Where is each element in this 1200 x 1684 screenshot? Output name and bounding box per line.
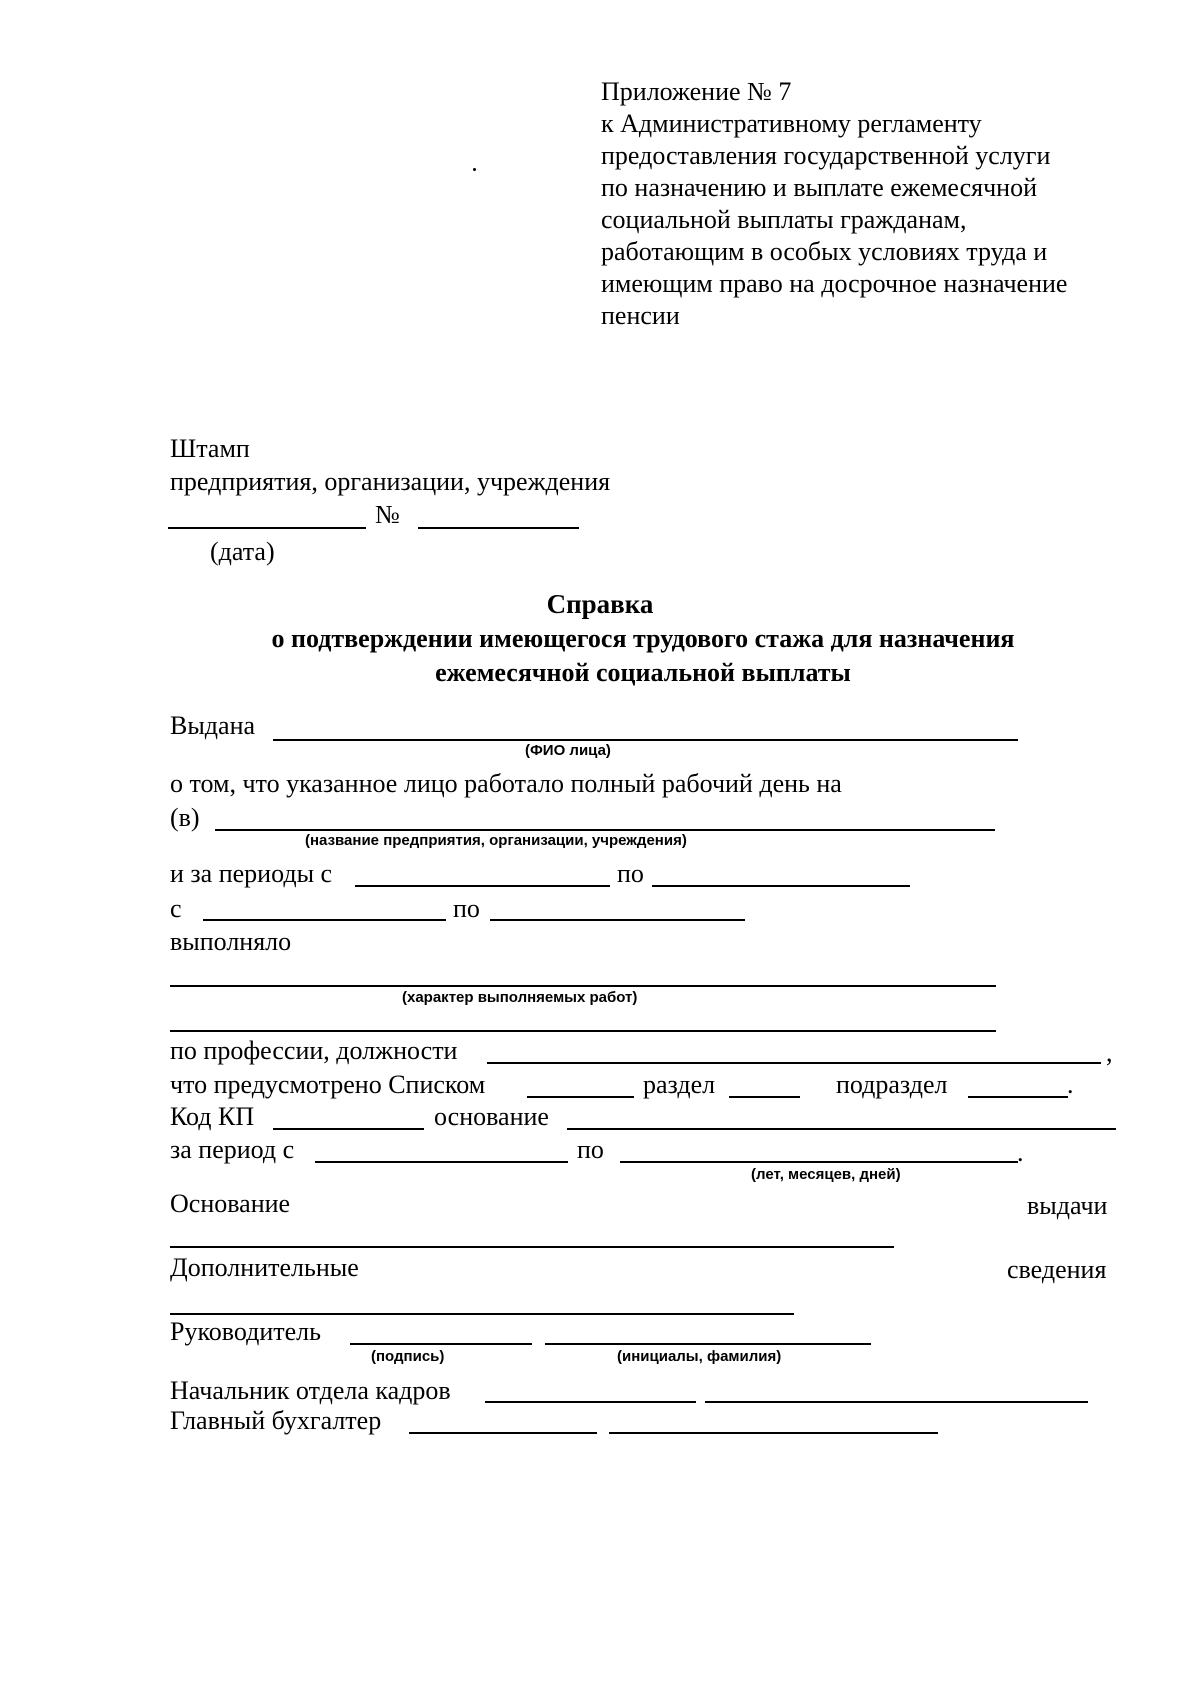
profession-field-line[interactable] (487, 1062, 1101, 1064)
work-character-field-line-2[interactable] (170, 1030, 996, 1032)
period-from-field-line[interactable] (315, 1161, 568, 1163)
code-label: Код КП (170, 1102, 255, 1131)
stamp-label: Штамп (170, 434, 250, 463)
issue-basis-field-line[interactable] (170, 1246, 894, 1248)
code-field-line[interactable] (273, 1128, 424, 1130)
accountant-signature-line[interactable] (409, 1432, 597, 1434)
worked-text: о том, что указанное лицо работало полный рабочий день на (170, 769, 842, 798)
duration-caption: (лет, месяцев, дней) (751, 1166, 901, 1183)
chief-accountant-label: Главный бухгалтер (170, 1406, 382, 1435)
hr-head-label: Начальник отдела кадров (170, 1376, 451, 1405)
organization-caption: (название предприятия, организации, учреждения) (305, 832, 687, 849)
period1-to-label: по (617, 859, 644, 888)
organization-field-line[interactable] (215, 829, 995, 831)
appendix-line: к Административному регламенту (601, 109, 982, 138)
list-label: что предусмотрено Списком (170, 1070, 486, 1099)
stamp-organization-label: предприятия, организации, учреждения (170, 467, 611, 496)
number-field-line[interactable] (418, 527, 579, 529)
performed-label: выполняло (170, 927, 292, 956)
appendix-line: предоставления государственной услуги (601, 141, 1051, 170)
head-initials-line[interactable] (545, 1343, 871, 1345)
document-subtitle-line2: ежемесячной социальной выплаты (435, 658, 851, 687)
head-signature-line[interactable] (350, 1343, 532, 1345)
appendix-line: социальной выплаты гражданам, (601, 205, 967, 234)
list-end-dot: . (1067, 1070, 1074, 1099)
appendix-line: имеющим право на досрочное назначение (601, 269, 1068, 298)
additional-info-label: Дополнительные (170, 1253, 359, 1282)
additional-info-field-line[interactable] (170, 1313, 794, 1315)
date-caption: (дата) (210, 537, 275, 566)
work-character-field-line[interactable] (170, 985, 996, 987)
period1-from-field-line[interactable] (355, 885, 610, 887)
profession-label: по профессии, должности (170, 1036, 458, 1065)
fio-field-line[interactable] (273, 739, 1018, 741)
initials-caption: (инициалы, фамилия) (617, 1348, 782, 1365)
accountant-initials-line[interactable] (609, 1432, 938, 1434)
section-field-line[interactable] (729, 1096, 800, 1098)
profession-comma: , (1106, 1038, 1113, 1067)
periods-from-label: и за периоды с (170, 859, 333, 888)
basis-field-line[interactable] (567, 1128, 1116, 1130)
section-label: раздел (643, 1070, 716, 1099)
head-label: Руководитель (170, 1317, 321, 1346)
work-character-caption: (характер выполняемых работ) (402, 989, 638, 1006)
period2-from-label: с (170, 894, 182, 923)
hr-initials-line[interactable] (705, 1401, 1088, 1403)
period-end-dot: . (1017, 1138, 1024, 1167)
fio-caption: (ФИО лица) (525, 742, 611, 759)
period2-to-label: по (453, 894, 480, 923)
subsection-field-line[interactable] (968, 1096, 1068, 1098)
document-title: Справка (546, 589, 654, 619)
appendix-line: пенсии (601, 301, 680, 330)
issue-basis-label: Основание (170, 1189, 291, 1218)
signature-caption: (подпись) (371, 1348, 445, 1365)
period-to-field-line[interactable] (620, 1161, 1018, 1163)
date-field-line[interactable] (168, 527, 366, 529)
issue-basis-label-2: выдачи (1027, 1191, 1108, 1220)
number-sign: № (375, 500, 400, 529)
appendix-block (601, 76, 1067, 332)
list-field-line[interactable] (527, 1096, 634, 1098)
period2-from-field-line[interactable] (203, 919, 446, 921)
appendix-line: Приложение № 7 (601, 77, 792, 106)
period2-to-field-line[interactable] (490, 919, 745, 921)
period-from-label: за период с (170, 1135, 295, 1164)
subsection-label: подраздел (836, 1070, 948, 1099)
appendix-line: по назначению и выплате ежемесячной (601, 173, 1037, 202)
hr-signature-line[interactable] (485, 1401, 696, 1403)
document-subtitle-line1: о подтверждении имеющегося трудового стажа для назначения (271, 624, 1015, 653)
appendix-line: работающим в особых условиях труда и (601, 237, 1048, 266)
period-to-label: по (577, 1135, 604, 1164)
scan-speck (473, 168, 476, 171)
period1-to-field-line[interactable] (652, 885, 910, 887)
in-label: (в) (170, 803, 200, 832)
issued-label: Выдана (170, 711, 256, 740)
additional-info-label-2: сведения (1007, 1255, 1107, 1284)
basis-label: основание (434, 1102, 549, 1131)
